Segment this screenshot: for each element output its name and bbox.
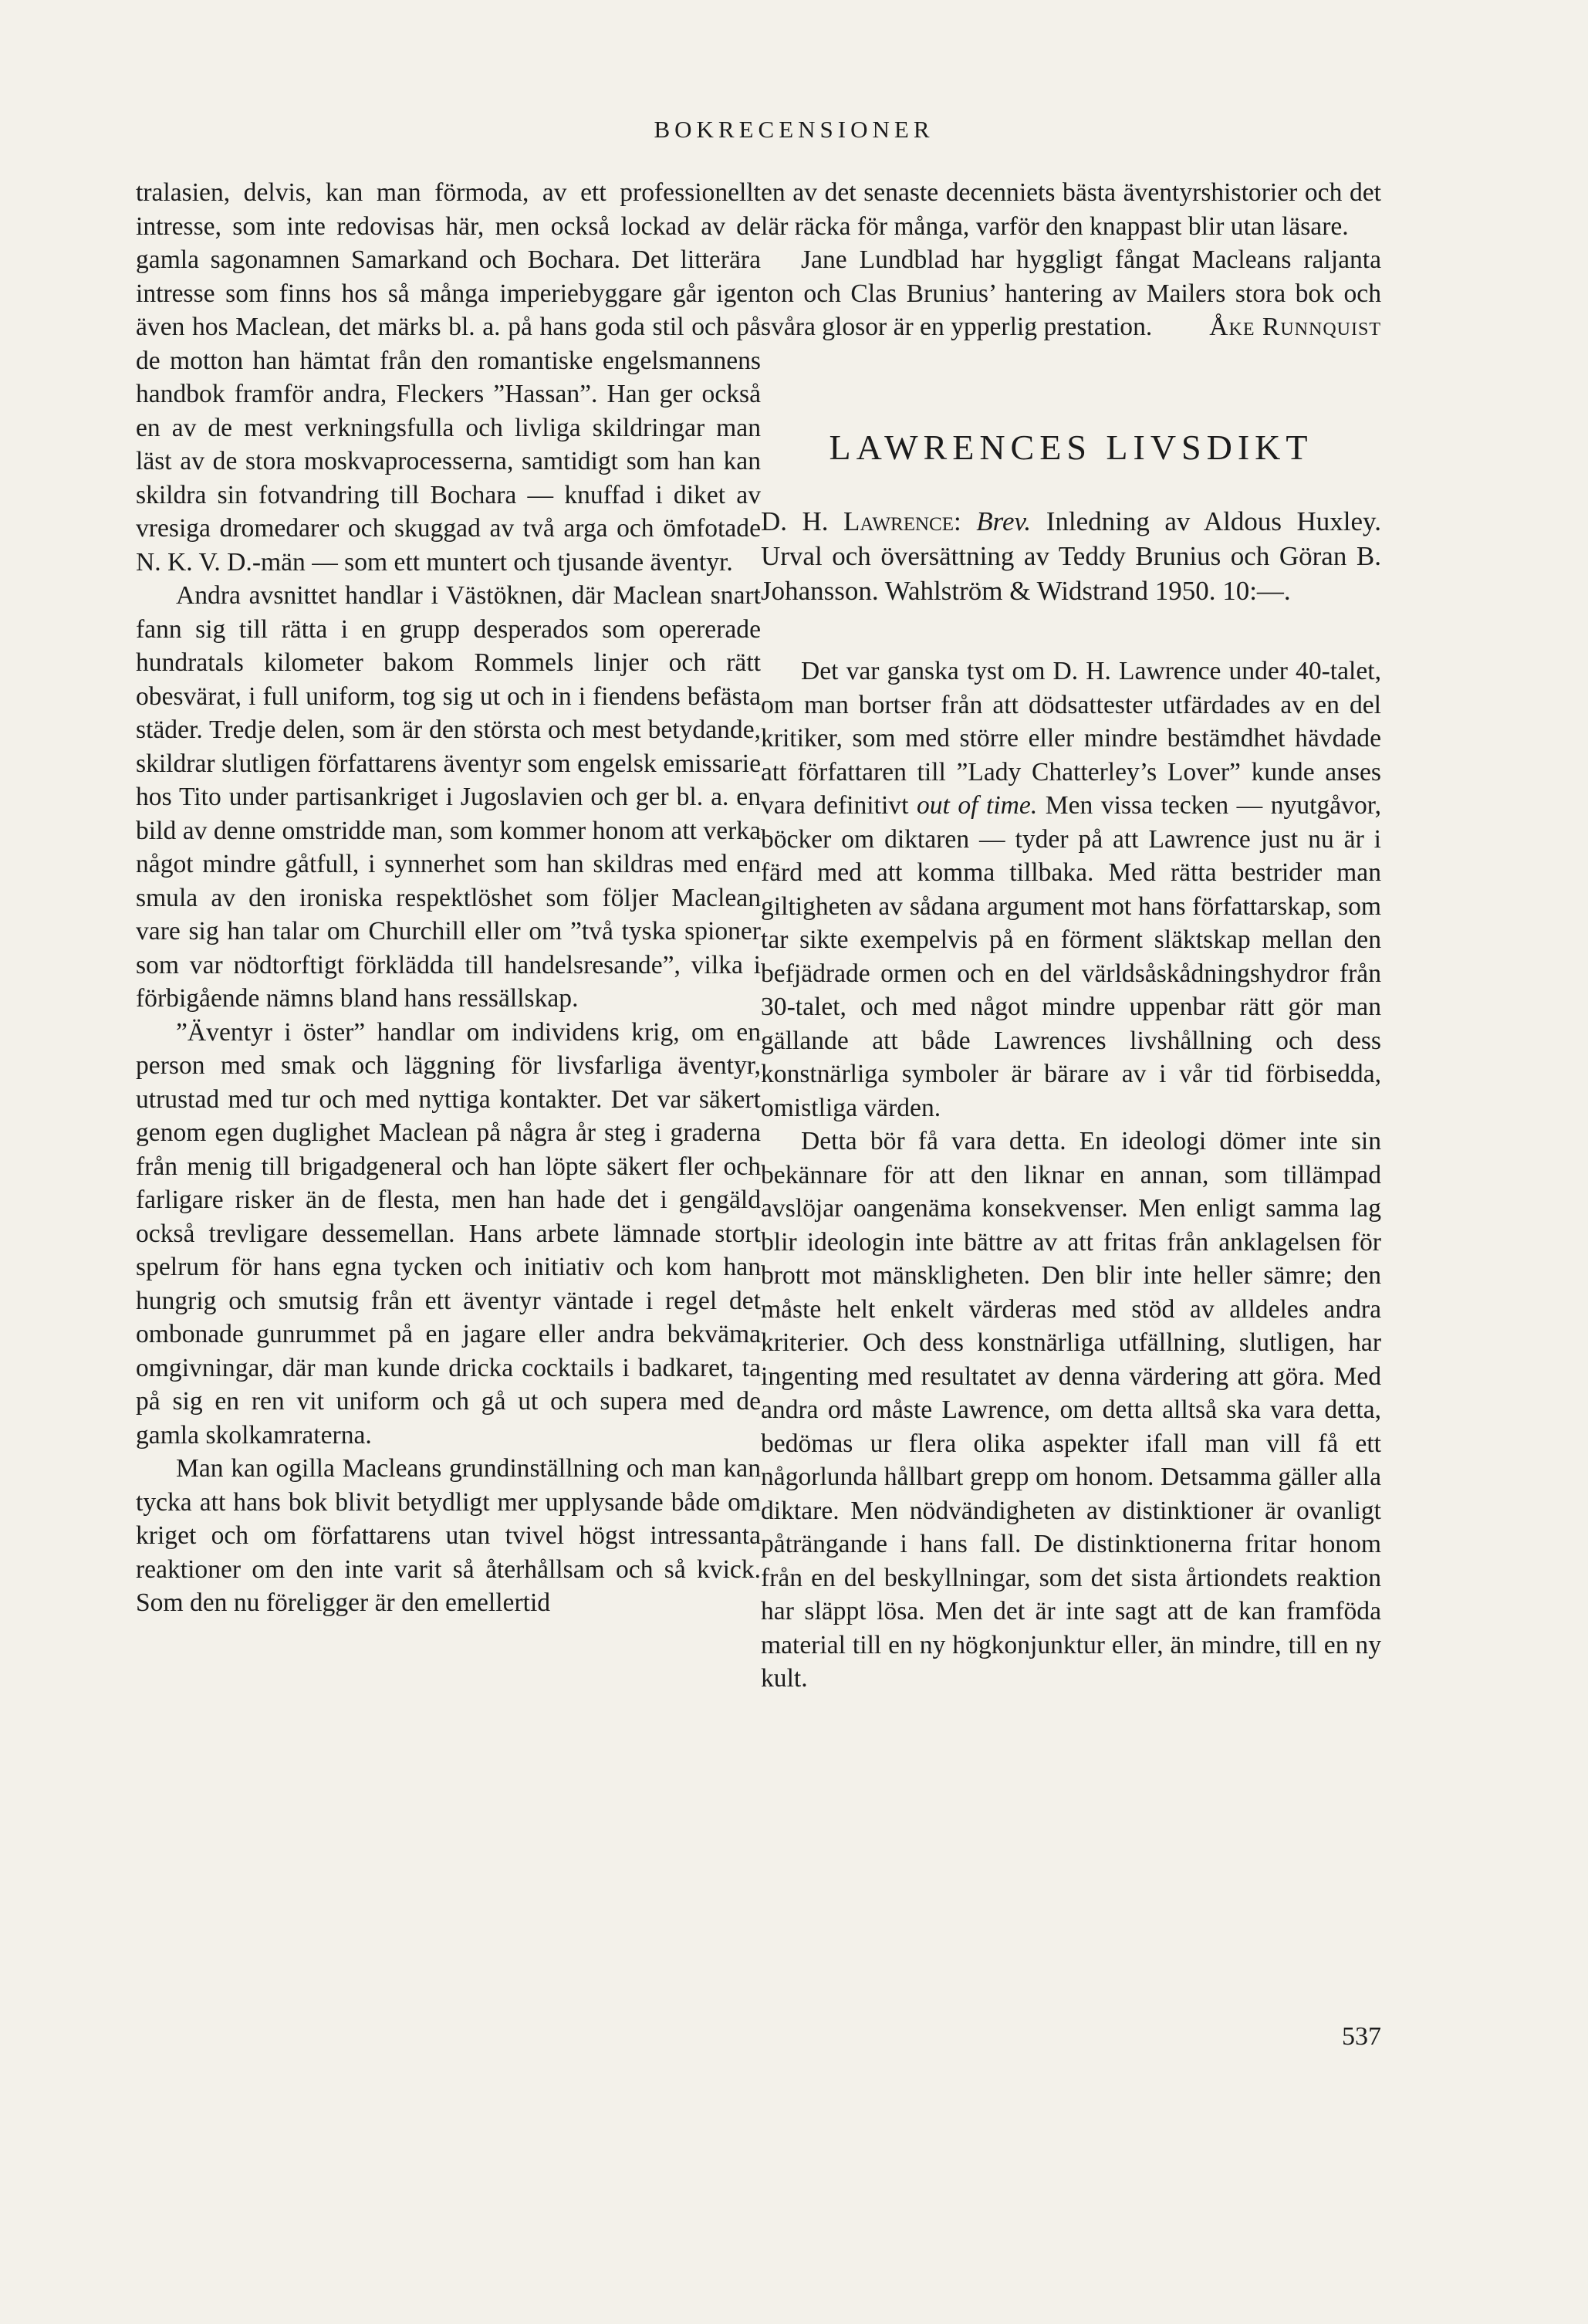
lawrence-paragraph-1-start: Det var ganska tyst om D. H. Lawrence under 40-talet, om man bortser från att dödsattester utfärdades av en del kritiker, som med större eller mindre bestämdhet hävdade att författaren till ”Lady Chatterley’s Lover” kunde anses vara definitivt xyxy=(761,657,1381,820)
running-head: BOKRECENSIONER xyxy=(654,116,934,143)
lawrence-paragraph-2: Detta bör få vara detta. En ideologi dömer inte sin bekännare för att den liknar en annan, som tillämpad avslöjar oangenäma konsekvenser. Men enligt samma lag blir ideologin inte bättre av att fritas från anklagelsen för brott mot mänskligheten. Den blir inte heller sämre; den måste helt enkelt värderas med stöd av alldeles andra kriterier. Och dess konstnärliga utfällning, slutligen, har ingenting med resultatet av denna värdering att göra. Med andra ord måste Lawrence, om detta alltså ska vara detta, bedömas ur flera olika aspekter ifall man vill få ett någorlunda hållbart grepp om honom. Detsamma gäller alla diktare. Men nödvändigheten av distinktioner är ovanligt påträngande i hans fall. De distinktionerna fritar honom från en del beskyllningar, som det sista årtiondets reaktion har släppt lösa. Men det är inte sagt att de kan framföda material till en ny högkonjunktur eller, än mindre, till en ny kult. xyxy=(761,1127,1381,1693)
translator-note-text: Jane Lundblad har hyggligt fångat Macleans raljanta ton och Clas Brunius’ hantering av Mailers stora bok och svåra glosor är en ypperlig prestation. xyxy=(761,245,1381,341)
left-paragraph-4: Man kan ogilla Macleans grundinställning och man kan tycka att hans bok blivit betydligt mer upplysande både om kriget och om författarens utan tvivel högst intressanta reaktioner om den inte varit så återhållsam och så kvick. Som den nu föreligger är den emellertid xyxy=(136,1454,761,1617)
lawrence-paragraph-1 xyxy=(761,655,1381,1125)
right-column xyxy=(761,176,1381,1696)
left-column xyxy=(136,176,761,1620)
translator-note xyxy=(761,243,1381,344)
biblio-colon: : xyxy=(954,506,961,536)
book-title: Brev. xyxy=(976,506,1032,536)
page-number: 537 xyxy=(1342,2022,1381,2051)
book-details: Inledning av Aldous Huxley. Urval och översättning av Teddy Brunius och Göran B. Johansson. Wahlström & Widstrand 1950. 10:—. xyxy=(761,506,1382,606)
book-author: D. H. Lawrence xyxy=(761,506,954,536)
lawrence-paragraph-1-italic: out of time. xyxy=(916,791,1038,820)
left-paragraph-1: tralasien, delvis, kan man förmoda, av ett professionellt intresse, som inte redovisas här, men också lockad av de gamla sagonamnen Samarkand och Bochara. Det litterära intresse som finns hos så många imperiebyggare går igen även hos Maclean, det märks bl. a. på hans goda stil och på de motton han hämtat från den romantiske engelsmannens handbok framför andra, Fleckers ”Hassan”. Han ger också en av de mest verkningsfulla och livliga skildringar man läst av de stora moskvaprocesserna, samtidigt som han kan skildra sin fotvandring till Bochara — knuffad i diket av vresiga dromedarer och skuggad av två arga och ömfotade N. K. V. D.-män — som ett muntert och tjusande äventyr. xyxy=(136,178,761,577)
left-paragraph-3: ”Äventyr i öster” handlar om individens krig, om en person med smak och läggning för livsfarliga äventyr, utrustad med tur och med nyttiga kontakter. Det var säkert genom egen duglighet Maclean på några år steg i graderna från menig till brigadgeneral och han löpte säkert fler och farligare risker än de flesta, men han hade det i gengäld också trevligare dessemellan. Hans arbete lämnade stort spelrum för hans egna tycken och initiativ och kom han hungrig och smutsig från ett äventyr väntade i regel det ombonade gunrummet på en jagare eller andra bekväma omgivningar, där man kunde dricka cocktails i badkaret, ta på sig en ren vit uniform och gå ut och supera med de gamla skolkamraterna. xyxy=(136,1017,761,1450)
lawrence-paragraph-1-end: Men vissa tecken — nyutgåvor, böcker om diktaren — tyder på att Lawrence just nu är i färd med att komma tillbaka. Med rätta bestrider man giltigheten av sådana argument mot hans författarskap, som tar sikte exempelvis på en förment släktskap mellan den befjädrade ormen och en del världsåskådningshydror från 30-talet, och med något mindre uppenbar rätt gör man gällande att både Lawrences livshållning och dess konstnärliga symboler är bärare av i vår tid förbisedda, omistliga värden. xyxy=(761,791,1381,1122)
review-continuation: en av det senaste decenniets bästa äventyrshistorier och det lär räcka för många, varför den knappast blir utan läsare. xyxy=(761,178,1381,241)
bibliographic-entry xyxy=(761,504,1381,608)
section-title: LAWRENCES LIVSDIKT xyxy=(829,427,1313,467)
reviewer-signature: Åke Runnquist xyxy=(1209,313,1381,341)
left-paragraph-2: Andra avsnittet handlar i Västöknen, där Maclean snart fann sig till rätta i en grupp desperados som opererade hundratals kilometer bakom Rommels linjer och rätt obesvärat, i full uniform, tog sig ut och in i fiendens befästa städer. Tredje delen, som är den största och mest betydande, skildrar slutligen författarens äventyr som engelsk emissarie hos Tito under partisankriget i Jugoslavien och ger bl. a. en bild av denne omstridde man, som kommer honom att verka något mindre gåtfull, i synnerhet som han skildras med en smula av den ironiska respektlöshet som följer Maclean vare sig han talar om Churchill eller om ”två tyska spioner som var nödtorftigt förklädda till handelsresande”, vilka i förbigående nämns bland hans ressällskap. xyxy=(136,581,761,1013)
